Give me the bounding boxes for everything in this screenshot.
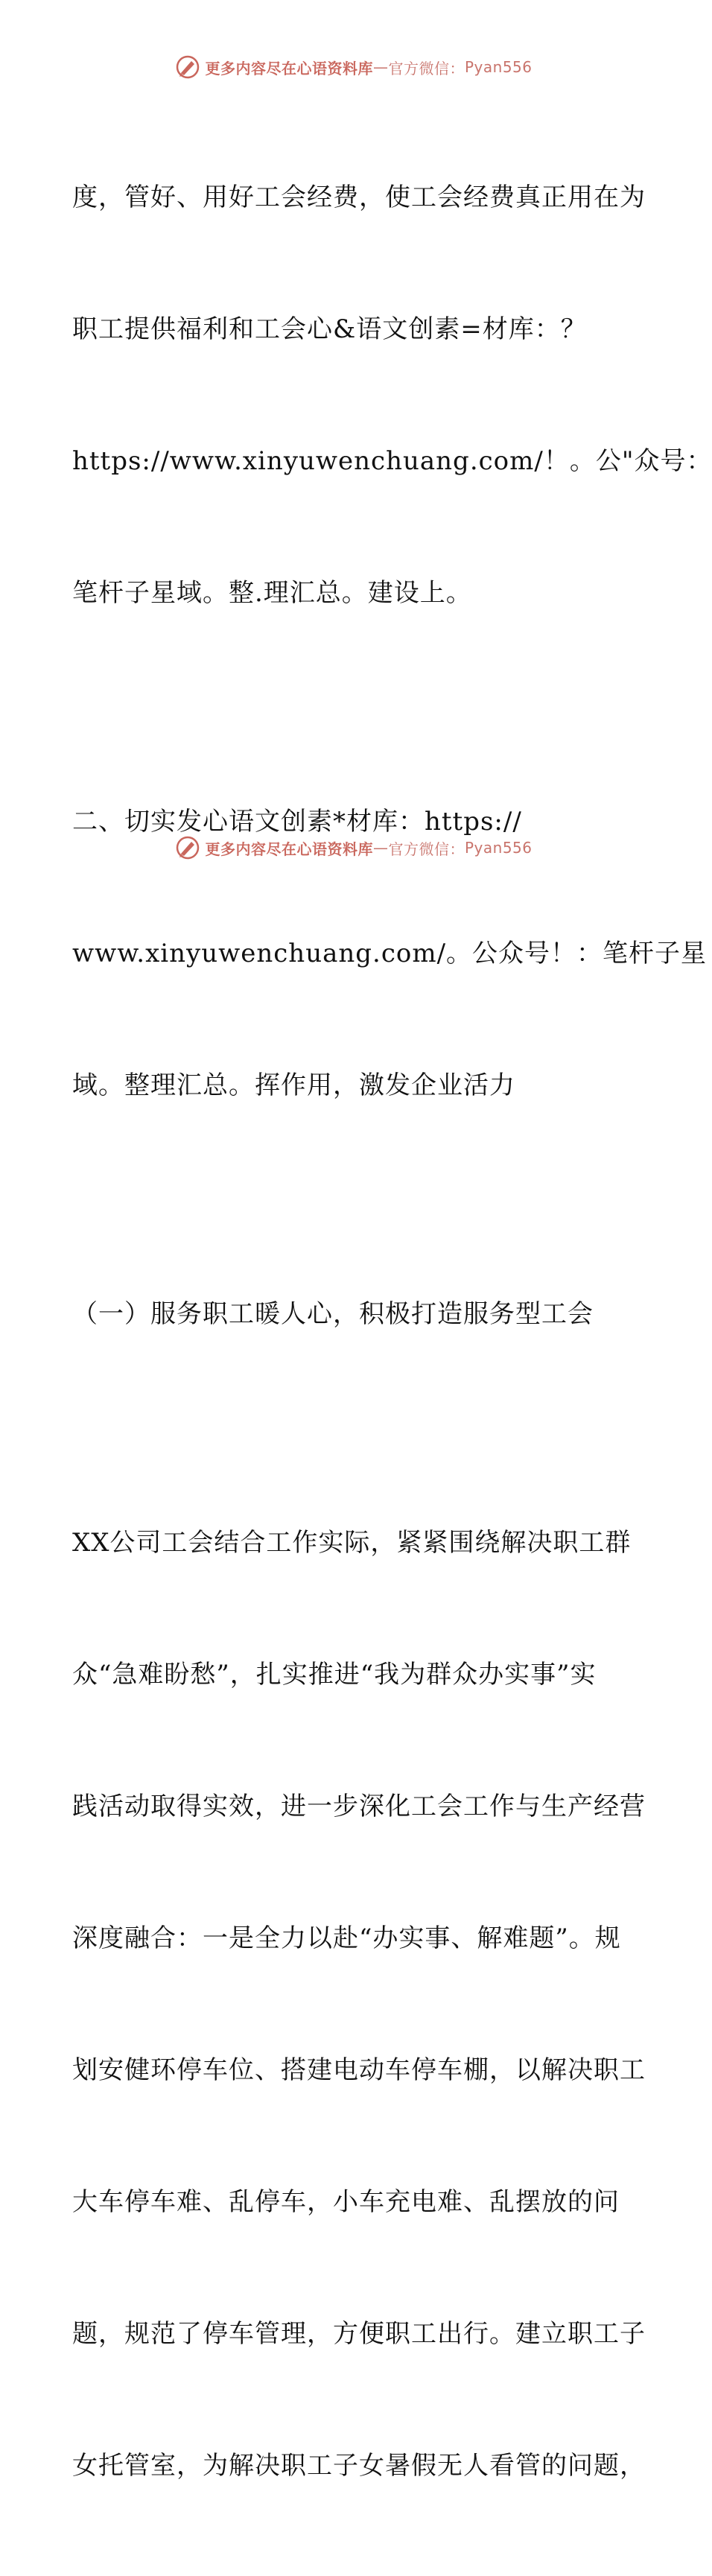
text-line: （一）服务职工暖人心，积极打造服务型工会	[72, 1299, 594, 1329]
text-line: 众“急难盼愁”，扎实推进“我为群众办实事”实	[72, 1660, 597, 1690]
text-line: 笔杆子星域。整.理汇总。建设上。	[72, 578, 472, 608]
document-body	[72, 88, 712, 2576]
banner-main-text: 更多内容尽在心语资料库	[205, 59, 373, 77]
section-heading	[72, 1205, 646, 1424]
text-line: 职工提供福利和工会心&语文创素=材库：？	[72, 314, 587, 344]
text-line: 题，规范了停车管理，方便职工出行。建立职工子	[72, 2319, 646, 2349]
banner-dash: —	[372, 839, 389, 857]
paragraph-2	[72, 712, 708, 1196]
text-line: 度，管好、用好工会经费，使工会经费真正用在为	[72, 183, 646, 212]
header-watermark-banner	[0, 52, 708, 82]
banner-wechat-id: Pyan556	[464, 58, 533, 76]
text-line: https://www.xinyuwenchuang.com/！。公"众号：	[72, 446, 712, 476]
text-line: XX公司工会结合工作实际，紧紧围绕解决职工群	[72, 1528, 632, 1558]
banner-dash: —	[372, 58, 389, 76]
text-line: 域。整理汇总。挥作用，激发企业活力	[72, 1070, 515, 1100]
text-line: 划安健环停车位、搭建电动车停车棚，以解决职工	[72, 2055, 646, 2085]
paragraph-1	[72, 88, 712, 703]
pen-logo-icon	[175, 54, 200, 80]
text-line: 女托管室，为解决职工子女暑假无人看管的问题，	[72, 2451, 646, 2481]
text-line: 二、切实发心语文创素*材库：https://	[72, 807, 522, 837]
footer-watermark-banner	[0, 833, 708, 863]
paragraph-4	[72, 1433, 646, 2576]
banner-official-text: 官方微信：	[388, 840, 465, 858]
text-line: 大车停车难、乱停车，小车充电难、乱摆放的问	[72, 2187, 620, 2217]
banner-wechat-id: Pyan556	[464, 839, 533, 857]
pen-logo-icon	[175, 835, 200, 860]
banner-main-text: 更多内容尽在心语资料库	[205, 840, 373, 858]
text-line: www.xinyuwenchuang.com/。公众号！：笔杆子星	[72, 939, 708, 968]
text-line: 深度融合：一是全力以赴“办实事、解难题”。规	[72, 1923, 621, 1953]
banner-official-text: 官方微信：	[388, 59, 465, 77]
text-line: 践活动取得实效，进一步深化工会工作与生产经营	[72, 1792, 646, 1821]
